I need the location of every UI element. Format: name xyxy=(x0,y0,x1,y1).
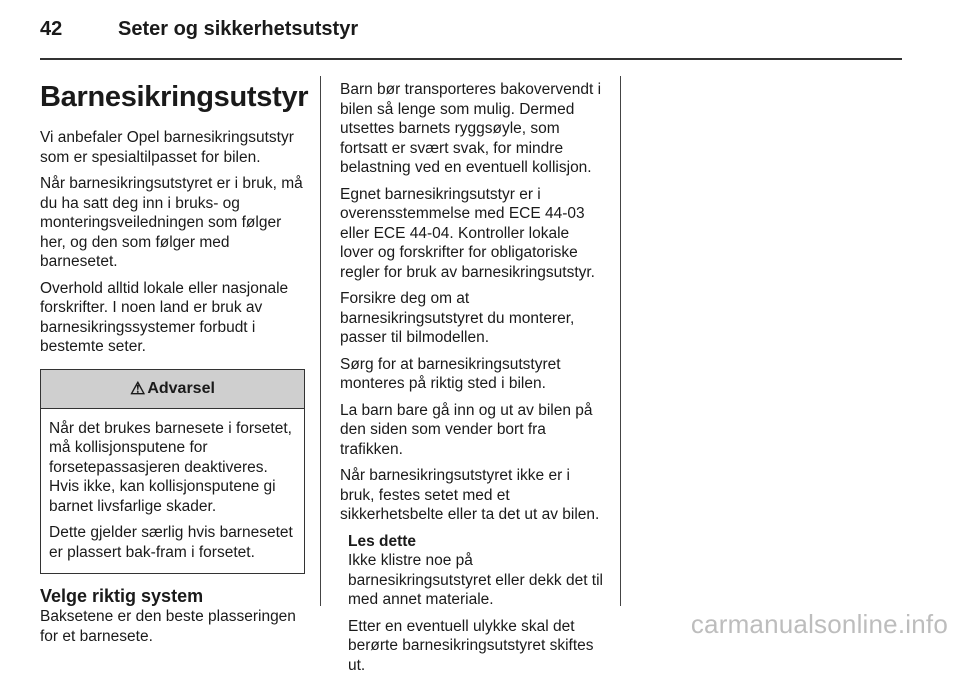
note-text-2: Etter en eventuell ulykke skal det berørte barnesikringsutstyret skiftes ut. xyxy=(348,617,594,674)
page-number: 42 xyxy=(40,18,63,40)
usage-paragraph: Når barnesikringsutstyret er i bruk, må du ha satt deg inn i bruks- og monteringsveiledningen som følger her, og den som følger med barnesetet. xyxy=(40,175,303,270)
warning-triangle-icon: ⚠ xyxy=(130,378,146,398)
column-divider-left xyxy=(320,76,321,606)
traffic-side-paragraph: La barn bare gå inn og ut av bilen på den siden som vender bort fra trafikken. xyxy=(340,401,593,458)
warning-body xyxy=(41,409,304,574)
regulations-paragraph: Overhold alltid lokale eller nasjonale forskrifter. I noen land er bruk av barnesikringssystemer forbudt i bestemte seter. xyxy=(40,279,289,355)
watermark: carmanualsonline.info xyxy=(690,609,948,639)
subsection-text: Baksetene er den beste plasseringen for et barnesete. xyxy=(40,608,296,645)
placement-paragraph: Sørg for at barnesikringsutstyret monteres på riktig sted i bilen. xyxy=(340,355,561,392)
note-title: Les dette xyxy=(348,532,417,550)
chapter-title: Seter og sikkerhetsutstyr xyxy=(118,18,359,40)
subsection-title: Velge riktig system xyxy=(40,586,204,606)
middle-column xyxy=(340,80,604,682)
not-in-use-paragraph: Når barnesikringsutstyret ikke er i bruk, festes setet med et sikkerhetsbelte eller ta det ut av bilen. xyxy=(340,467,600,523)
note-block xyxy=(340,532,604,676)
page-header xyxy=(40,18,358,41)
warning-header xyxy=(41,370,304,409)
warning-text-1: Når det brukes barnesete i forsetet, må kollisjonsputene for forsetepassasjeren deaktiveres. Hvis ikke, kan kollisjonsputene gi barnet livsfarlige skader. xyxy=(49,419,292,515)
warning-box xyxy=(40,369,305,575)
column-divider-right xyxy=(620,76,621,606)
intro-paragraph: Vi anbefaler Opel barnesikringsutstyr som er spesialtilpasset for bilen. xyxy=(40,129,294,166)
ece-paragraph: Egnet barnesikringsutstyr er i overensstemmelse med ECE 44-03 eller ECE 44-04. Kontroller lokale lover og forskrifter for obligatoriske regler for bruk av barnesikringsutstyr. xyxy=(340,185,595,281)
note-text-1: Ikke klistre noe på barnesikringsutstyret eller dekk det til med annet materiale. xyxy=(348,552,604,608)
warning-title: Advarsel xyxy=(147,379,215,397)
rear-facing-paragraph: Barn bør transporteres bakovervendt i bilen så lenge som mulig. Dermed utsettes barnets ryggsøyle, som fortsatt er svært svak, for mindre belastning ved en eventuell kollisjon. xyxy=(340,81,602,176)
left-column xyxy=(40,80,309,653)
fit-paragraph: Forsikre deg om at barnesikringsutstyret du monterer, passer til bilmodellen. xyxy=(340,290,575,346)
section-title: Barnesikringsutstyr xyxy=(40,81,309,113)
warning-text-2: Dette gjelder særlig hvis barnesetet er plassert bak-fram i forsetet. xyxy=(49,524,293,561)
header-rule xyxy=(40,58,902,60)
